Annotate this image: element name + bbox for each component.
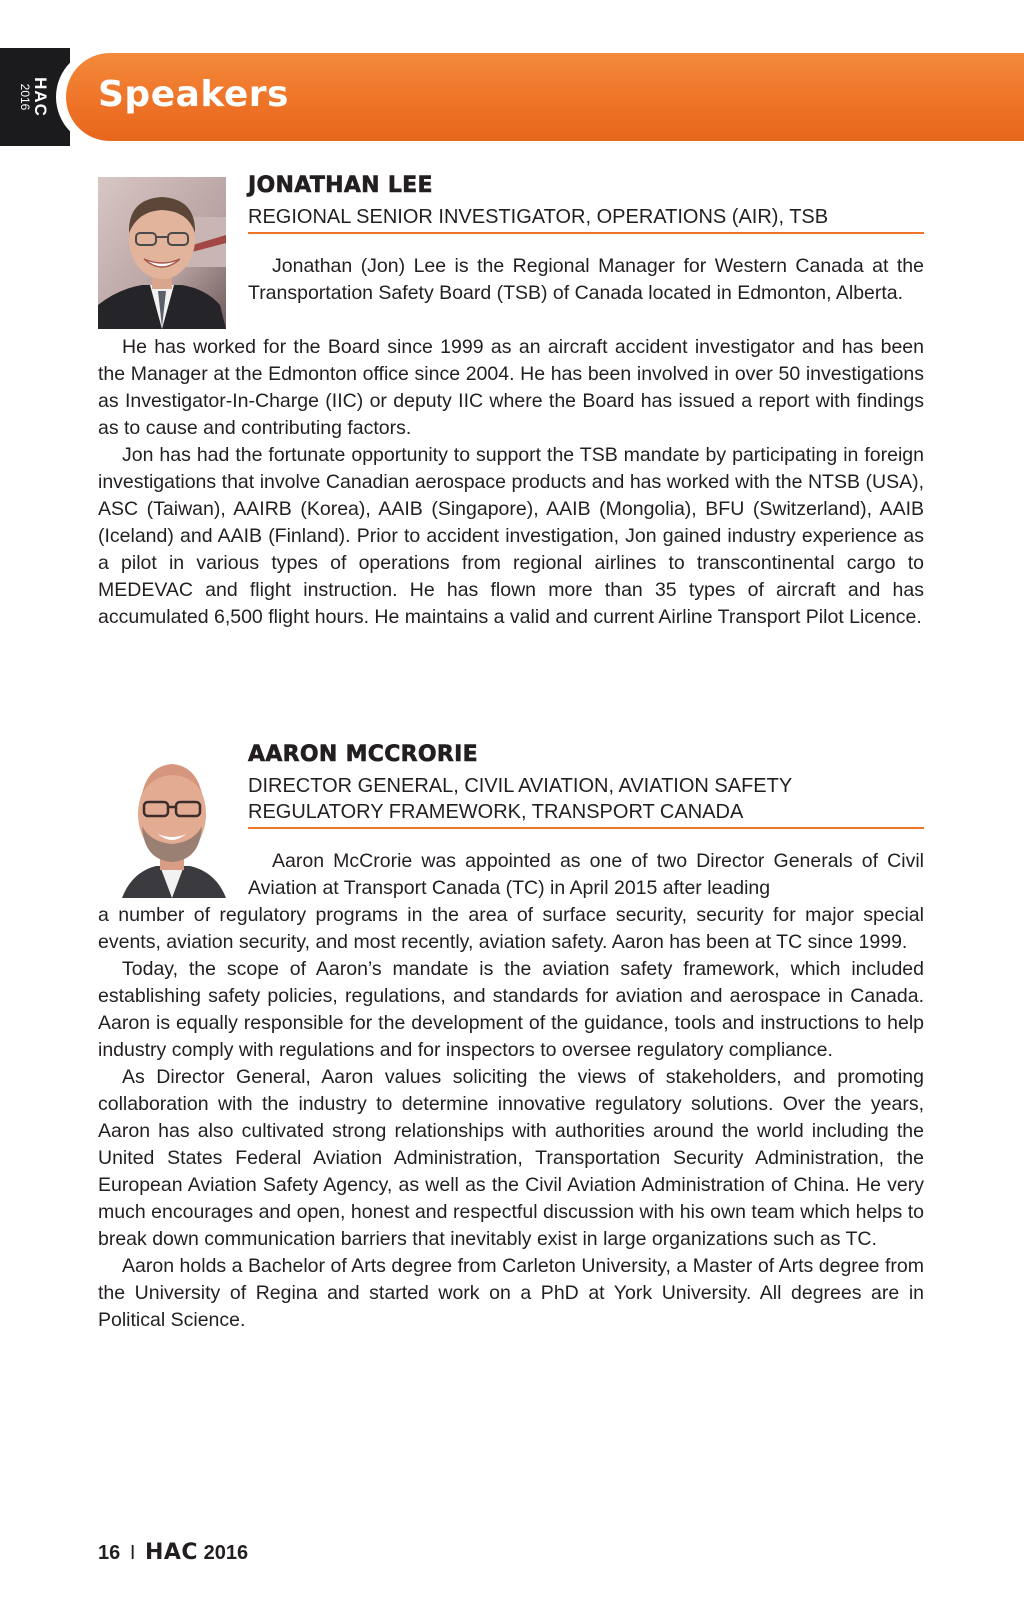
bio-paragraph: Today, the scope of Aaron’s mandate is the aviation safety framework, which included establishing safety policies, regulations, and standards for aviation and aerospace in Canada. Aaron is equally responsible for the development of the guidance, tools and instructions to help industry comply with regulations and for inspectors to oversee regulatory compliance. [98, 958, 924, 1061]
page-footer [98, 1540, 248, 1565]
portrait-photo-jonathan-lee [98, 177, 226, 329]
footer-year: 2016 [203, 1542, 249, 1564]
speaker-title-line: DIRECTOR GENERAL, CIVIL AVIATION, AVIATION SAFETY [248, 775, 793, 797]
bio-paragraph: Aaron holds a Bachelor of Arts degree from Carleton University, a Master of Arts degree from the University of Regina and started work on a PhD at York University. All degrees are in Political Science. [98, 1255, 924, 1331]
footer-separator: I [129, 1542, 136, 1564]
page-number: 16 [98, 1542, 121, 1564]
speaker-name: AARON MCCRORIE [248, 742, 478, 767]
speaker-bio-lead: Aaron McCrorie was appointed as one of two Director Generals of Civil Aviation at Transport Canada (TC) in April 2015 after leading [248, 850, 924, 899]
bio-paragraph: As Director General, Aaron values soliciting the views of stakeholders, and promoting collaboration with the industry to determine innovative regulatory solutions. Over the years, Aaron has also cultivated strong relationships with authorities around the world including the United States Federal Aviation Administration, Transportation Security Administration, the European Aviation Safety Agency, as well as the Civil Aviation Administration of China. He very much encourages and open, honest and respectful discussion with his own team which helps to break down communication barriers that inevitably exist in large organizations such as TC. [98, 1066, 924, 1250]
side-tab-year: 2016 [18, 83, 32, 111]
speaker-photo [98, 177, 226, 334]
speaker-photo [118, 746, 226, 903]
speaker-bio-body [98, 902, 924, 1334]
side-tab-brand: HAC [31, 77, 50, 117]
bio-paragraph: a number of regulatory programs in the area of surface security, security for major special events, aviation security, and most recently, aviation safety. Aaron has been at TC since 1999. [98, 904, 924, 953]
speaker-bio-lead: Jonathan (Jon) Lee is the Regional Manager for Western Canada at the Transportation Safety Board (TSB) of Canada located in Edmonton, Alberta. [248, 255, 924, 304]
title-rule [248, 232, 924, 234]
footer-brand: HAC [144, 1540, 199, 1565]
section-title: Speakers [98, 74, 289, 115]
bio-paragraph: Jon has had the fortunate opportunity to support the TSB mandate by participating in foreign investigations that involve Canadian aerospace products and has worked with the NTSB (USA), ASC (Taiwan), AAIRB (Korea), AAIB (Singapore), AAIB (Mongolia), BFU (Switzerland), AAIB (Iceland) and AAIB (Finland). Prior to accident investigation, Jon gained industry experience as a pilot in various types of operations from regional airlines to transcontinental cargo to MEDEVAC and flight instruction. He has flown more than 35 types of aircraft and has accumulated 6,500 flight hours. He maintains a valid and current Airline Transport Pilot Licence. [98, 444, 924, 628]
title-rule [248, 827, 924, 829]
speaker-bio-body [98, 334, 924, 631]
bio-paragraph: He has worked for the Board since 1999 as an aircraft accident investigator and has been the Manager at the Edmonton office since 2004. He has been involved in over 50 investigations as Investigator-In-Charge (IIC) or deputy IIC where the Board has issued a report with findings as to cause and contributing factors. [98, 336, 924, 439]
side-tab-label [19, 77, 49, 117]
speaker-title-line: REGULATORY FRAMEWORK, TRANSPORT CANADA [248, 801, 744, 823]
portrait-photo-aaron-mccrorie [118, 746, 226, 898]
speaker-title-line: REGIONAL SENIOR INVESTIGATOR, OPERATIONS (AIR), TSB [248, 206, 829, 228]
speaker-name: JONATHAN LEE [248, 173, 433, 198]
